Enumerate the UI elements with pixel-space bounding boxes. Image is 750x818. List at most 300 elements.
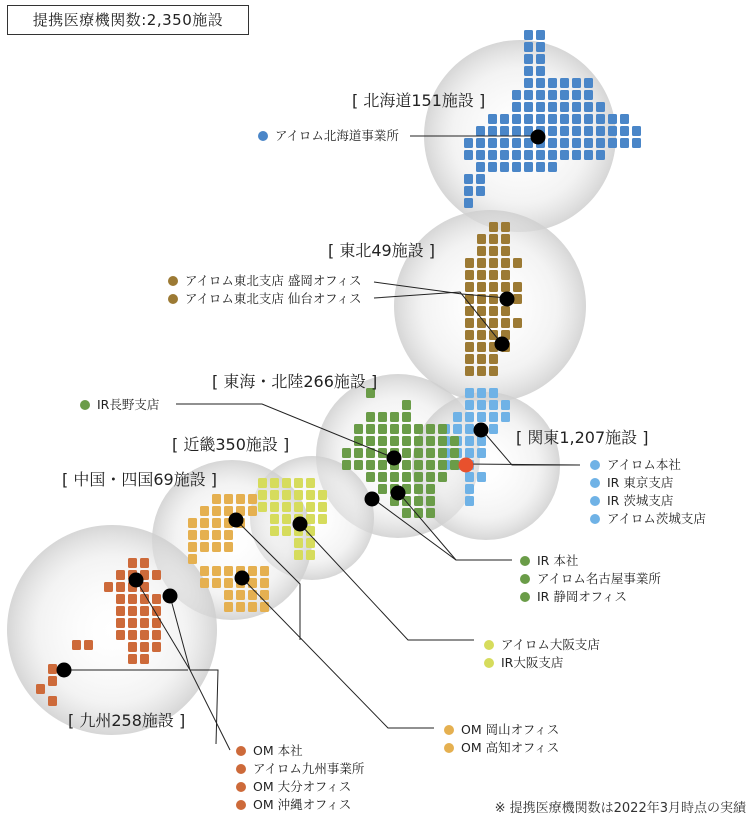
office-name: アイロム北海道事業所 — [275, 128, 399, 143]
facility-tile-hokkaido — [488, 114, 497, 124]
facility-tile-tokai — [354, 448, 363, 458]
facility-tile-tokai — [426, 460, 435, 470]
facility-tile-tokai — [426, 496, 435, 506]
facility-tile-hokkaido — [560, 78, 569, 88]
facility-tile-kyushu — [116, 594, 125, 604]
office-marker — [293, 517, 308, 532]
facility-tile-hokkaido — [488, 162, 497, 172]
facility-tile-chugoku — [212, 566, 221, 576]
facility-tile-hokkaido — [512, 126, 521, 136]
facility-tile-tohoku — [465, 342, 474, 352]
facility-tile-kinki — [270, 490, 279, 500]
office-item — [168, 272, 361, 290]
facility-tile-hokkaido — [476, 150, 485, 160]
facility-tile-kanto — [465, 412, 474, 422]
facility-tile-kyushu — [140, 558, 149, 568]
office-dot-icon — [590, 478, 600, 488]
facility-tile-tokai — [438, 472, 447, 482]
facility-tile-hokkaido — [512, 150, 521, 160]
office-dot-icon — [236, 746, 246, 756]
facility-tile-tokai — [402, 460, 411, 470]
office-name: アイロム名古屋事業所 — [537, 571, 661, 586]
facility-tile-kyushu — [104, 582, 113, 592]
facility-tile-tohoku — [465, 258, 474, 268]
office-marker — [129, 573, 144, 588]
facility-tile-tokai — [450, 448, 459, 458]
office-dot-icon — [520, 592, 530, 602]
office-name: アイロム茨城支店 — [607, 511, 706, 526]
facility-tile-kinki — [270, 514, 279, 524]
facility-tile-hokkaido — [560, 150, 569, 160]
office-item — [590, 492, 706, 510]
facility-tile-chugoku — [212, 542, 221, 552]
facility-tile-tokai — [414, 460, 423, 470]
office-item — [590, 474, 706, 492]
facility-tile-hokkaido — [584, 126, 593, 136]
office-dot-icon — [590, 514, 600, 524]
facility-tile-kanto — [489, 400, 498, 410]
region-label-hokkaido: [ 北海道151施設 ] — [352, 91, 486, 110]
facility-tile-kyushu — [128, 618, 137, 628]
facility-tile-kyushu — [140, 606, 149, 616]
facility-tile-kanto — [489, 412, 498, 422]
facility-tile-tokai — [414, 472, 423, 482]
facility-tile-tokai — [366, 436, 375, 446]
office-list-hokkaido — [258, 127, 399, 145]
facility-tile-kinki — [294, 502, 303, 512]
facility-tile-kanto — [489, 424, 498, 434]
region-label-kyushu: [ 九州258施設 ] — [68, 711, 186, 730]
facility-tile-kinki — [294, 550, 303, 560]
facility-tile-tohoku — [477, 270, 486, 280]
office-name: OM 沖縄オフィス — [253, 797, 352, 812]
office-list-kinki — [484, 636, 600, 672]
facility-tile-hokkaido — [632, 126, 641, 136]
facility-tile-kinki — [258, 502, 267, 512]
office-item — [80, 396, 159, 414]
facility-tile-tokai — [390, 436, 399, 446]
facility-tile-kyushu — [152, 642, 161, 652]
facility-tile-kyushu — [48, 664, 57, 674]
facility-tile-hokkaido — [500, 138, 509, 148]
office-list-chugoku — [444, 721, 559, 757]
facility-tile-chugoku — [212, 494, 221, 504]
facility-tile-tokai — [378, 424, 387, 434]
facility-tile-tohoku — [501, 270, 510, 280]
facility-tile-chugoku — [188, 518, 197, 528]
facility-tile-hokkaido — [476, 138, 485, 148]
facility-tile-tokai — [426, 424, 435, 434]
office-list-kanto — [590, 456, 706, 528]
facility-tile-chugoku — [248, 494, 257, 504]
facility-tile-kinki — [282, 526, 291, 536]
facility-tile-kanto — [465, 424, 474, 434]
facility-tile-tokai — [402, 472, 411, 482]
facility-tile-tokai — [390, 472, 399, 482]
facility-tile-kinki — [306, 526, 315, 536]
office-list-tokai — [520, 552, 661, 606]
facility-tile-kyushu — [116, 582, 125, 592]
facility-tile-chugoku — [188, 542, 197, 552]
office-item — [520, 570, 661, 588]
facility-tile-hokkaido — [464, 138, 473, 148]
facility-tile-hokkaido — [500, 150, 509, 160]
office-item — [444, 739, 559, 757]
facility-tile-hokkaido — [548, 90, 557, 100]
facility-tile-hokkaido — [536, 150, 545, 160]
facility-tile-tohoku — [465, 330, 474, 340]
office-item — [236, 778, 364, 796]
facility-tile-hokkaido — [608, 114, 617, 124]
facility-tile-kinki — [270, 502, 279, 512]
facility-tile-chugoku — [260, 602, 269, 612]
facility-tile-tohoku — [477, 354, 486, 364]
facility-tile-hokkaido — [596, 102, 605, 112]
facility-tile-tohoku — [501, 282, 510, 292]
facility-tile-tohoku — [513, 318, 522, 328]
office-marker — [365, 492, 380, 507]
facility-tile-hokkaido — [524, 114, 533, 124]
facility-tile-hokkaido — [524, 90, 533, 100]
office-item — [236, 742, 364, 760]
footnote: ※ 提携医療機関数は2022年3月時点の実績 — [494, 801, 746, 816]
facility-tile-hokkaido — [548, 102, 557, 112]
facility-tile-kyushu — [128, 558, 137, 568]
facility-tile-tokai — [426, 448, 435, 458]
office-item — [484, 654, 600, 672]
facility-tile-kinki — [306, 478, 315, 488]
facility-tile-tohoku — [489, 282, 498, 292]
facility-tile-kyushu — [128, 654, 137, 664]
facility-tile-tokai — [378, 484, 387, 494]
facility-tile-hokkaido — [512, 162, 521, 172]
facility-tile-hokkaido — [584, 138, 593, 148]
facility-tile-hokkaido — [572, 114, 581, 124]
facility-tile-tohoku — [513, 282, 522, 292]
facility-tile-hokkaido — [572, 150, 581, 160]
region-label-chugoku: [ 中国・四国69施設 ] — [62, 470, 218, 489]
office-marker — [57, 663, 72, 678]
facility-tile-kinki — [306, 538, 315, 548]
facility-tile-chugoku — [224, 590, 233, 600]
facility-tile-tokai — [366, 412, 375, 422]
facility-tile-tohoku — [489, 258, 498, 268]
facility-tile-chugoku — [200, 566, 209, 576]
office-item — [520, 552, 661, 570]
facility-tile-hokkaido — [584, 102, 593, 112]
office-item — [236, 796, 364, 814]
facility-tile-tohoku — [465, 318, 474, 328]
facility-tile-kanto — [477, 412, 486, 422]
office-name: OM 大分オフィス — [253, 779, 352, 794]
facility-tile-chugoku — [224, 542, 233, 552]
facility-tile-hokkaido — [536, 54, 545, 64]
facility-tile-tokai — [342, 460, 351, 470]
facility-tile-hokkaido — [632, 138, 641, 148]
office-name: OM 本社 — [253, 743, 303, 758]
facility-tile-tokai — [378, 412, 387, 422]
facility-tile-kinki — [282, 490, 291, 500]
facility-tile-tokai — [354, 424, 363, 434]
office-item — [168, 290, 361, 308]
office-dot-icon — [168, 294, 178, 304]
facility-tile-chugoku — [200, 578, 209, 588]
office-item — [520, 588, 661, 606]
facility-tile-hokkaido — [608, 138, 617, 148]
facility-tile-tokai — [438, 424, 447, 434]
office-dot-icon — [168, 276, 178, 286]
office-name: IR長野支店 — [97, 397, 160, 412]
office-marker — [163, 589, 178, 604]
facility-tile-tokai — [402, 400, 411, 410]
facility-tile-hokkaido — [548, 162, 557, 172]
facility-tile-chugoku — [224, 602, 233, 612]
facility-tile-tokai — [402, 508, 411, 518]
facility-tile-kinki — [270, 478, 279, 488]
office-name: IR 静岡オフィス — [537, 589, 627, 604]
facility-tile-chugoku — [224, 566, 233, 576]
facility-tile-chugoku — [200, 530, 209, 540]
facility-tile-chugoku — [224, 494, 233, 504]
facility-tile-kinki — [282, 514, 291, 524]
facility-tile-hokkaido — [620, 114, 629, 124]
facility-tile-hokkaido — [548, 114, 557, 124]
office-dot-icon — [258, 131, 268, 141]
facility-tile-kanto — [465, 472, 474, 482]
facility-tile-hokkaido — [476, 174, 485, 184]
facility-tile-hokkaido — [488, 150, 497, 160]
office-marker — [531, 130, 546, 145]
office-name: アイロム東北支店 盛岡オフィス — [185, 273, 362, 288]
facility-tile-hokkaido — [572, 138, 581, 148]
office-marker — [474, 423, 489, 438]
facility-tile-hokkaido — [536, 42, 545, 52]
office-item — [236, 760, 364, 778]
facility-tile-chugoku — [212, 506, 221, 516]
facility-tile-tohoku — [465, 282, 474, 292]
facility-tile-chugoku — [200, 506, 209, 516]
facility-tile-tohoku — [501, 222, 510, 232]
office-dot-icon — [590, 496, 600, 506]
facility-tile-chugoku — [260, 566, 269, 576]
facility-tile-tokai — [402, 424, 411, 434]
facility-tile-hokkaido — [500, 162, 509, 172]
office-item — [258, 127, 399, 145]
facility-tile-hokkaido — [560, 114, 569, 124]
facility-tile-tokai — [426, 436, 435, 446]
facility-tile-tokai — [438, 448, 447, 458]
facility-tile-kanto — [465, 388, 474, 398]
facility-tile-hokkaido — [560, 90, 569, 100]
facility-tile-tokai — [402, 436, 411, 446]
facility-tile-kinki — [258, 490, 267, 500]
facility-tile-tokai — [414, 484, 423, 494]
facility-tile-tokai — [414, 496, 423, 506]
facility-tile-kanto — [465, 496, 474, 506]
facility-tile-kinki — [258, 478, 267, 488]
facility-tile-chugoku — [212, 518, 221, 528]
office-dot-icon — [444, 743, 454, 753]
facility-tile-kinki — [294, 538, 303, 548]
facility-tile-chugoku — [200, 542, 209, 552]
facility-tile-hokkaido — [476, 186, 485, 196]
facility-tile-kinki — [318, 490, 327, 500]
facility-tile-tohoku — [501, 258, 510, 268]
facility-tile-tokai — [390, 412, 399, 422]
facility-tile-hokkaido — [560, 102, 569, 112]
facility-tile-hokkaido — [524, 162, 533, 172]
facility-tile-tokai — [426, 508, 435, 518]
facility-tile-tohoku — [477, 258, 486, 268]
facility-tile-tohoku — [465, 294, 474, 304]
facility-tile-hokkaido — [464, 174, 473, 184]
facility-tile-tohoku — [489, 294, 498, 304]
facility-tile-tohoku — [489, 318, 498, 328]
facility-tile-hokkaido — [524, 54, 533, 64]
facility-tile-tohoku — [477, 342, 486, 352]
facility-tile-tohoku — [501, 306, 510, 316]
facility-tile-kanto — [453, 412, 462, 422]
facility-tile-kinki — [282, 478, 291, 488]
facility-tile-kanto — [477, 448, 486, 458]
office-name: IR 本社 — [537, 553, 579, 568]
facility-tile-chugoku — [236, 590, 245, 600]
facility-tile-hokkaido — [584, 114, 593, 124]
facility-tile-hokkaido — [596, 150, 605, 160]
facility-tile-tokai — [450, 436, 459, 446]
office-dot-icon — [520, 574, 530, 584]
facility-tile-tohoku — [489, 306, 498, 316]
facility-tile-tokai — [366, 460, 375, 470]
facility-tile-kyushu — [128, 642, 137, 652]
region-bubble-kyushu — [7, 525, 217, 735]
facility-tile-tokai — [354, 460, 363, 470]
facility-tile-hokkaido — [584, 78, 593, 88]
office-marker — [500, 292, 515, 307]
region-label-kanto: [ 関東1,207施設 ] — [516, 428, 649, 447]
office-marker — [235, 571, 250, 586]
facility-tile-kyushu — [152, 630, 161, 640]
facility-tile-hokkaido — [548, 138, 557, 148]
facility-tile-tokai — [390, 424, 399, 434]
facility-tile-kyushu — [84, 640, 93, 650]
facility-tile-kyushu — [140, 642, 149, 652]
facility-tile-hokkaido — [476, 126, 485, 136]
facility-tile-tokai — [378, 472, 387, 482]
facility-tile-chugoku — [224, 530, 233, 540]
facility-tile-tohoku — [489, 354, 498, 364]
facility-tile-kyushu — [36, 684, 45, 694]
facility-tile-kinki — [306, 502, 315, 512]
facility-tile-hokkaido — [572, 78, 581, 88]
office-name: OM 高知オフィス — [461, 740, 560, 755]
office-item — [484, 636, 600, 654]
office-list-tohoku — [168, 272, 361, 308]
facility-tile-kyushu — [48, 676, 57, 686]
facility-tile-kyushu — [140, 618, 149, 628]
facility-tile-tohoku — [465, 366, 474, 376]
office-dot-icon — [444, 725, 454, 735]
facility-tile-tohoku — [489, 366, 498, 376]
office-marker — [229, 513, 244, 528]
facility-tile-kanto — [465, 448, 474, 458]
facility-tile-kinki — [318, 514, 327, 524]
facility-tile-tohoku — [465, 354, 474, 364]
facility-tile-hokkaido — [512, 102, 521, 112]
facility-tile-tokai — [414, 424, 423, 434]
facility-tile-hokkaido — [536, 114, 545, 124]
facility-tile-kanto — [477, 472, 486, 482]
office-marker — [391, 486, 406, 501]
facility-tile-tohoku — [477, 246, 486, 256]
office-name: アイロム本社 — [607, 457, 681, 472]
facility-tile-chugoku — [248, 578, 257, 588]
facility-tile-hokkaido — [524, 66, 533, 76]
facility-tile-kyushu — [152, 594, 161, 604]
facility-tile-tohoku — [501, 246, 510, 256]
office-dot-icon — [236, 764, 246, 774]
facility-tile-kanto — [477, 436, 486, 446]
facility-tile-tohoku — [477, 366, 486, 376]
facility-tile-tokai — [426, 484, 435, 494]
region-label-tokai: [ 東海・北陸266施設 ] — [212, 372, 378, 391]
facility-tile-hokkaido — [500, 126, 509, 136]
office-dot-icon — [236, 782, 246, 792]
facility-tile-chugoku — [212, 578, 221, 588]
facility-tile-tokai — [450, 460, 459, 470]
facility-tile-hokkaido — [524, 42, 533, 52]
facility-tile-tokai — [438, 460, 447, 470]
facility-tile-kyushu — [128, 606, 137, 616]
facility-tile-kanto — [501, 400, 510, 410]
office-dot-icon — [484, 640, 494, 650]
facility-tile-kanto — [489, 388, 498, 398]
facility-tile-tohoku — [501, 234, 510, 244]
facility-tile-hokkaido — [536, 102, 545, 112]
facility-tile-kanto — [453, 424, 462, 434]
facility-tile-chugoku — [224, 578, 233, 588]
facility-tile-tokai — [414, 436, 423, 446]
facility-tile-hokkaido — [512, 90, 521, 100]
facility-tile-kinki — [306, 490, 315, 500]
facility-tile-kyushu — [128, 630, 137, 640]
facility-tile-tokai — [366, 424, 375, 434]
facility-tile-hokkaido — [464, 198, 473, 208]
total-facilities-box: 提携医療機関数:2,350施設 — [7, 5, 249, 35]
facility-tile-tohoku — [501, 318, 510, 328]
office-list-kyushu — [236, 742, 364, 814]
facility-tile-kyushu — [48, 696, 57, 706]
office-item — [590, 456, 706, 474]
facility-tile-kyushu — [116, 606, 125, 616]
facility-tile-hokkaido — [488, 138, 497, 148]
facility-tile-hokkaido — [464, 186, 473, 196]
facility-tile-kinki — [318, 502, 327, 512]
office-dot-icon — [590, 460, 600, 470]
facility-tile-tohoku — [513, 258, 522, 268]
facility-tile-kinki — [306, 550, 315, 560]
facility-tile-chugoku — [248, 602, 257, 612]
facility-tile-chugoku — [260, 578, 269, 588]
facility-tile-kyushu — [116, 618, 125, 628]
facility-tile-hokkaido — [536, 78, 545, 88]
facility-tile-tohoku — [477, 282, 486, 292]
facility-tile-tokai — [402, 412, 411, 422]
facility-tile-chugoku — [188, 554, 197, 564]
office-name: アイロム東北支店 仙台オフィス — [185, 291, 362, 306]
facility-tile-kanto — [501, 412, 510, 422]
office-item — [590, 510, 706, 528]
